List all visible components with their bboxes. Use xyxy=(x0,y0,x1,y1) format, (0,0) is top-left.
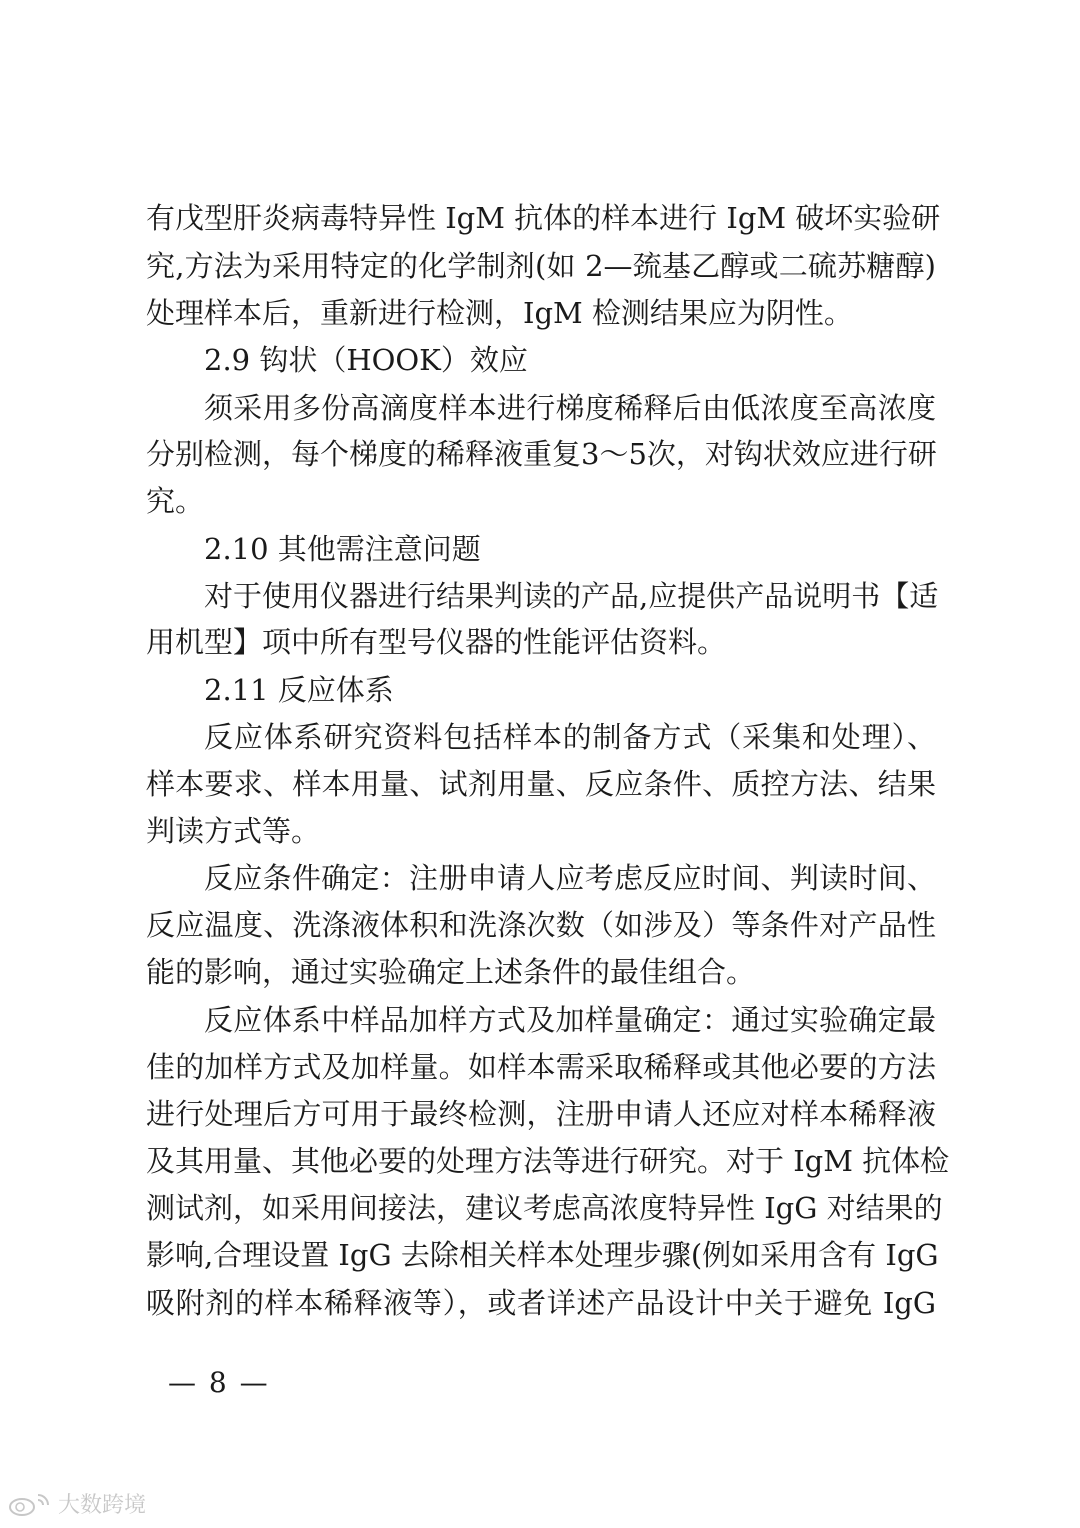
text-line: 佳的加样方式及加样量。如样本需采取稀释或其他必要的方法 xyxy=(146,1050,936,1084)
text-line: 究。 xyxy=(146,484,205,518)
text-line: 分别检测，每个梯度的稀释液重复3～5次，对钩状效应进行研 xyxy=(146,437,937,471)
text-line: 用机型】项中所有型号仪器的性能评估资料。 xyxy=(146,625,727,659)
text-line: 反应温度、洗涤液体积和洗涤次数（如涉及）等条件对产品性 xyxy=(146,908,936,942)
text-line: 处理样本后，重新进行检测，IgM 检测结果应为阴性。 xyxy=(146,296,853,330)
text-line: 反应条件确定：注册申请人应考虑反应时间、判读时间、 xyxy=(204,861,936,895)
text-line: 影响,合理设置 IgG 去除相关样本处理步骤(例如采用含有 IgG xyxy=(146,1238,939,1272)
text-line: 及其用量、其他必要的处理方法等进行研究。对于 IgM 抗体检 xyxy=(146,1144,950,1178)
watermark xyxy=(8,1488,146,1519)
watermark-text: 大数跨境 xyxy=(58,1493,147,1518)
text-line: 究,方法为采用特定的化学制剂(如 2—巯基乙醇或二硫苏糖醇) xyxy=(146,249,936,283)
text-line: 须采用多份高滴度样本进行梯度稀释后由低浓度至高浓度 xyxy=(204,391,936,425)
text-line: 对于使用仪器进行结果判读的产品,应提供产品说明书【适 xyxy=(204,579,939,613)
text-line: 测试剂，如采用间接法，建议考虑高浓度特异性 IgG 对结果的 xyxy=(146,1191,943,1225)
text-line: 反应体系中样品加样方式及加样量确定：通过实验确定最 xyxy=(204,1003,936,1037)
text-line: 能的影响，通过实验确定上述条件的最佳组合。 xyxy=(146,955,756,989)
text-line: 判读方式等。 xyxy=(146,814,321,848)
section-heading-2-9: 2.9 钩状（HOOK）效应 xyxy=(204,343,528,377)
section-heading-2-11: 2.11 反应体系 xyxy=(204,673,394,707)
weibo-logo-icon xyxy=(8,1491,52,1517)
text-line: 样本要求、样本用量、试剂用量、反应条件、质控方法、结果 xyxy=(146,767,936,801)
text-line: 有戊型肝炎病毒特异性 IgM 抗体的样本进行 IgM 破坏实验研 xyxy=(146,201,941,235)
text-line: 吸附剂的样本稀释液等），或者详述产品设计中关于避免 IgG xyxy=(146,1286,936,1320)
text-line: 进行处理后方可用于最终检测，注册申请人还应对样本稀释液 xyxy=(146,1097,936,1131)
text-line: 反应体系研究资料包括样本的制备方式（采集和处理）、 xyxy=(204,720,936,754)
page-number: — 8 — xyxy=(168,1366,270,1399)
section-heading-2-10: 2.10 其他需注意问题 xyxy=(204,532,481,566)
